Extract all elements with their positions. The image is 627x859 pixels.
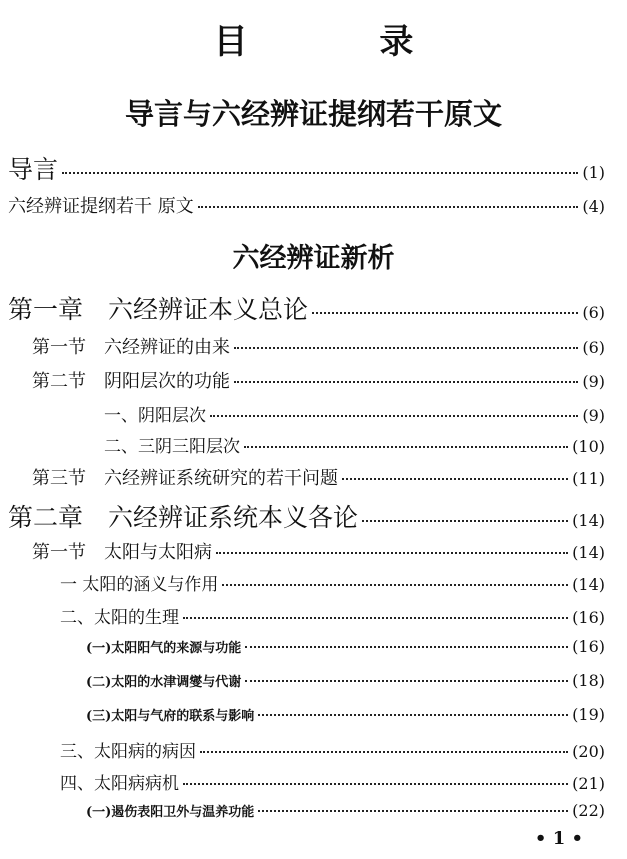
toc-entry[interactable] <box>60 737 605 762</box>
toc-entry-page: (1) <box>582 163 605 182</box>
toc-entry[interactable] <box>32 464 605 490</box>
toc-entry-label: (三)太阳与气府的联系与影响 <box>86 709 255 724</box>
dot-leader <box>200 751 568 753</box>
toc-entry-label: 第二章 六经辨证系统本义各论 <box>8 503 359 532</box>
dot-leader <box>210 415 578 417</box>
toc-entry-label: 第二节 阴阳层次的功能 <box>32 371 230 392</box>
toc-entry-label: (二)太阳的水津调燮与代谢 <box>86 675 242 690</box>
toc-entry-page: (10) <box>572 437 605 456</box>
toc-entry-label: 第三节 六经辨证系统研究的若干问题 <box>32 468 338 489</box>
toc-entry-page: (4) <box>582 197 605 216</box>
toc-entry-page: (20) <box>572 742 605 761</box>
dot-leader <box>362 520 568 522</box>
toc-entry[interactable] <box>86 801 605 820</box>
toc-entry[interactable] <box>86 637 605 656</box>
toc-entry[interactable] <box>32 367 605 393</box>
toc-entry[interactable] <box>8 192 605 218</box>
dot-leader <box>245 680 568 682</box>
toc-entry[interactable] <box>60 603 605 628</box>
toc-entry-label: 四、太阳病病机 <box>60 774 179 794</box>
toc-entry[interactable] <box>104 401 605 426</box>
toc-entry-page: (9) <box>582 372 605 391</box>
toc-entry[interactable] <box>8 150 605 186</box>
toc-entry[interactable] <box>60 769 605 794</box>
dot-leader <box>222 584 568 586</box>
toc-entry-label: 第一节 太阳与太阳病 <box>32 542 212 563</box>
toc-entry-page: (9) <box>582 406 605 425</box>
toc-entry-page: (6) <box>582 303 605 322</box>
toc-entry-page: (19) <box>572 705 605 724</box>
dot-leader <box>198 206 579 208</box>
page-title: 目 录 <box>213 22 474 62</box>
dot-leader <box>244 446 568 448</box>
toc-entry[interactable] <box>86 705 605 724</box>
dot-leader <box>234 381 578 383</box>
toc-entry[interactable] <box>8 290 605 326</box>
toc-entry-page: (16) <box>572 608 605 627</box>
dot-leader <box>245 646 568 648</box>
section-heading-analysis: 六经辨证新析 <box>232 243 395 274</box>
toc-entry[interactable] <box>60 570 605 595</box>
toc-entry-label: (一)太阳阳气的来源与功能 <box>86 641 242 656</box>
toc-entry-page: (14) <box>572 575 605 594</box>
toc-entry-label: 一、阴阳层次 <box>104 406 206 426</box>
dot-leader <box>258 714 568 716</box>
toc-entry-label: 二、太阳的生理 <box>60 608 179 628</box>
section-heading-intro: 导言与六经辨证提纲若干原文 <box>124 97 502 131</box>
toc-entry-label: 六经辨证提纲若干 原文 <box>8 196 194 217</box>
toc-entry[interactable] <box>8 498 605 534</box>
toc-entry-label: 第一章 六经辨证本义总论 <box>8 295 309 324</box>
toc-entry[interactable] <box>86 671 605 690</box>
toc-entry-label: 导言 <box>8 155 59 184</box>
toc-entry[interactable] <box>32 538 605 564</box>
toc-entry-label: 二、三阴三阳层次 <box>104 437 240 457</box>
dot-leader <box>342 478 568 480</box>
dot-leader <box>183 617 568 619</box>
toc-entry-label: 一 太阳的涵义与作用 <box>60 575 219 595</box>
page-number: • 1 • <box>534 828 583 849</box>
toc-entry-page: (22) <box>572 801 605 820</box>
dot-leader <box>312 312 578 314</box>
dot-leader <box>234 347 578 349</box>
toc-entry-label: 第一节 六经辨证的由来 <box>32 337 230 358</box>
toc-entry[interactable] <box>32 333 605 359</box>
toc-entry[interactable] <box>104 432 605 457</box>
toc-entry-page: (18) <box>572 671 605 690</box>
toc-entry-page: (14) <box>572 543 605 562</box>
dot-leader <box>62 172 578 174</box>
toc-entry-page: (6) <box>582 338 605 357</box>
dot-leader <box>183 783 568 785</box>
toc-entry-page: (11) <box>572 469 605 488</box>
dot-leader <box>216 552 568 554</box>
toc-entry-page: (14) <box>572 511 605 530</box>
toc-entry-label: (一)遏伤表阳卫外与温养功能 <box>86 805 255 820</box>
dot-leader <box>258 810 568 812</box>
toc-entry-page: (21) <box>572 774 605 793</box>
toc-entry-page: (16) <box>572 637 605 656</box>
toc-entry-label: 三、太阳病的病因 <box>60 742 196 762</box>
